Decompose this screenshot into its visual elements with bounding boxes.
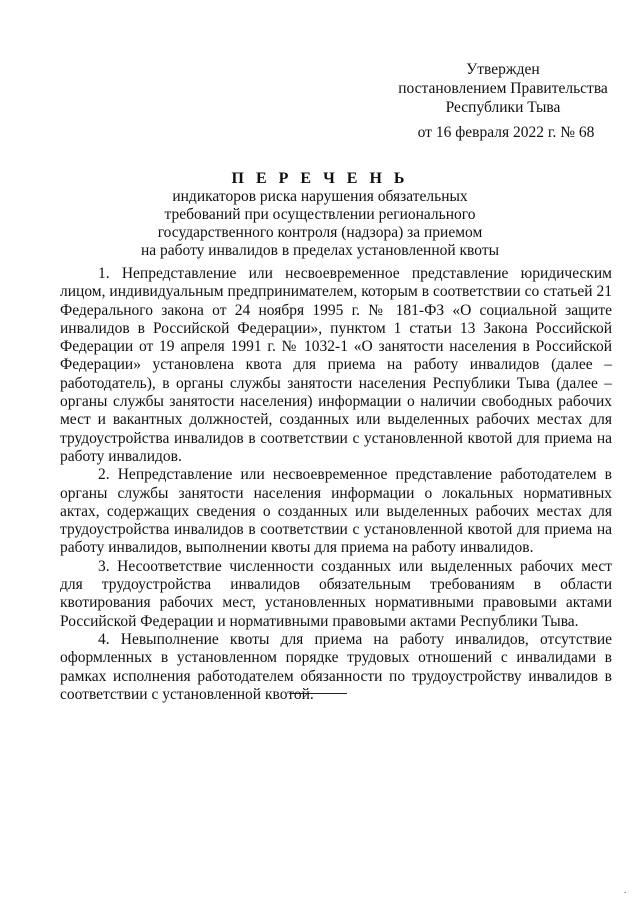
list-item-2: 2. Непредставление или несвоевременное представление работодателем в органы службы занятости населения информации о локальных нормативных актах, содержащих сведения о созданных или выделенных рабочих местах для трудоустройства инвалидов в соответствии с установленной квотой для приема на работу инвалидов, выполнении квоты для приема на работу инвалидов. bbox=[60, 466, 612, 557]
approval-stamp bbox=[398, 60, 608, 117]
subtitle-line: государственного контроля (надзора) за приемом bbox=[157, 224, 483, 241]
document-body bbox=[60, 265, 612, 704]
list-item-4: 4. Невыполнение квоты для приема на работу инвалидов, отсутствие оформленных в установленном порядке трудовых отношений с инвалидами в рамках исполнения работодателем обязанности по трудоустройству инвалидов в соответствии с установленной квотой. bbox=[60, 630, 612, 703]
list-item-1: 1. Непредставление или несвоевременное представление юридическим лицом, индивидуальным предпринимателем, которым в соответствии со статьей 21 Федерального закона от 24 ноября 1995 г. № 181-ФЗ «О социальной защите инвалидов в Российской Федерации», пунктом 1 статьи 13 Закона Российской Федерации от 19 апреля 1991 г. № 1032-1 «О занятости населения в Российской Федерации» установлена квота для приема на работу инвалидов (далее – работодатель), в органы службы занятости населения Республики Тыва (далее – органы службы занятости населения) информации о наличии свободных рабочих мест и вакантных должностей, созданных или выделенных рабочих местах для трудоустройства инвалидов в соответствии с установленной квотой для приема на работу инвалидов. bbox=[60, 265, 612, 465]
approval-date: от 16 февраля 2022 г. № 68 bbox=[417, 124, 595, 141]
subtitle-line: требований при осуществлении регионального bbox=[164, 206, 476, 223]
approval-line: постановлением Правительства bbox=[398, 80, 608, 97]
approval-line: Утвержден bbox=[466, 61, 540, 78]
approval-line: Республики Тыва bbox=[445, 99, 561, 116]
subtitle-line: индикаторов риска нарушения обязательных bbox=[172, 188, 468, 205]
subtitle-line: на работу инвалидов в пределах установленной квоты bbox=[140, 242, 500, 259]
corner-mark: . bbox=[624, 885, 627, 895]
list-item-3: 3. Несоответствие численности созданных или выделенных рабочих мест для трудоустройства инвалидов обязательным требованиям в области квотирования рабочих мест, установленных нормативными правовыми актами Российской Федерации и нормативными правовыми актами Республики Тыва. bbox=[60, 557, 612, 630]
document-title: П Е Р Е Ч Е Н Ь bbox=[231, 170, 409, 187]
end-divider bbox=[289, 693, 347, 694]
document-subtitle bbox=[100, 188, 540, 260]
